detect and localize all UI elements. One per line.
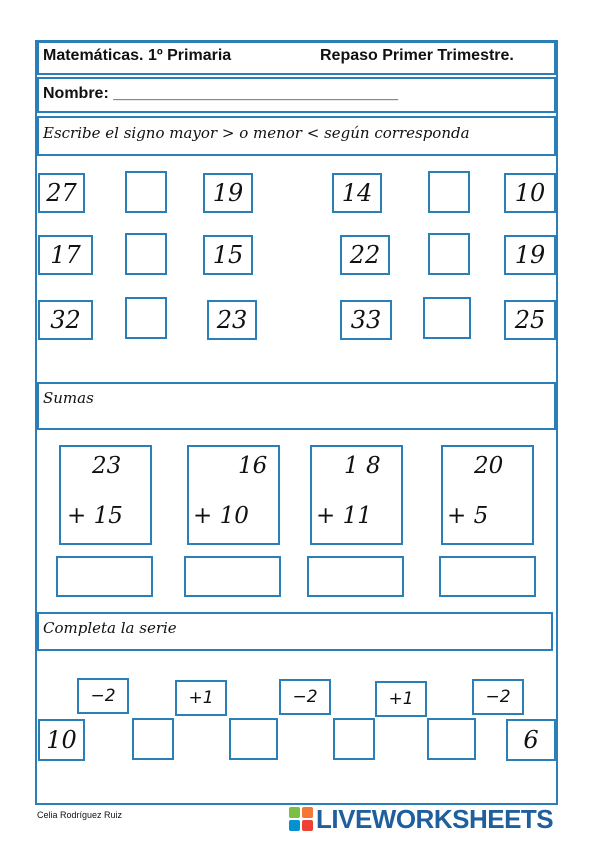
- number-box: 23: [207, 300, 257, 340]
- number-box: 15: [203, 235, 253, 275]
- sum-top: 20: [474, 453, 504, 479]
- number-box: 22: [340, 235, 390, 275]
- number-box: 19: [203, 173, 253, 213]
- sums-title: Sumas: [43, 389, 94, 407]
- number-box: 17: [38, 235, 93, 275]
- sum-answer-input[interactable]: [184, 556, 281, 597]
- sums-title-bar: [37, 382, 556, 430]
- sum-top: 1 8: [344, 453, 381, 479]
- number-box: 14: [332, 173, 382, 213]
- series-title: Completa la serie: [43, 619, 177, 637]
- term-title: Repaso Primer Trimestre.: [320, 47, 514, 64]
- sum-answer-input[interactable]: [439, 556, 536, 597]
- series-input[interactable]: [427, 718, 476, 760]
- number-box: 25: [504, 300, 556, 340]
- operation-box: −2: [279, 679, 331, 715]
- operation-box: −2: [77, 678, 129, 714]
- number-box: 33: [340, 300, 392, 340]
- sign-input[interactable]: [125, 233, 167, 275]
- operation-box: +1: [175, 680, 227, 716]
- liveworksheets-icon: [289, 807, 313, 831]
- series-start: 10: [38, 719, 85, 761]
- sign-input[interactable]: [428, 233, 470, 275]
- number-box: 10: [504, 173, 556, 213]
- name-label: Nombre: ________________________________: [43, 85, 398, 102]
- sign-input[interactable]: [423, 297, 471, 339]
- sign-input[interactable]: [125, 171, 167, 213]
- series-input[interactable]: [132, 718, 174, 760]
- sum-bottom: + 10: [193, 503, 249, 529]
- sign-input[interactable]: [428, 171, 470, 213]
- operation-box: +1: [375, 681, 427, 717]
- series-input[interactable]: [229, 718, 278, 760]
- series-end: 6: [506, 719, 556, 761]
- sum-bottom: + 15: [67, 503, 123, 529]
- comparison-instruction: Escribe el signo mayor > o menor < según corresponda: [43, 124, 470, 142]
- author-credit: Celia Rodríguez Ruiz: [37, 810, 123, 820]
- sign-input[interactable]: [125, 297, 167, 339]
- series-input[interactable]: [333, 718, 375, 760]
- sum-top: 16: [238, 453, 268, 479]
- liveworksheets-logo: [289, 805, 589, 833]
- sum-bottom: + 5: [447, 503, 489, 529]
- sum-top: 23: [92, 453, 122, 479]
- operation-box: −2: [472, 679, 524, 715]
- sum-answer-input[interactable]: [56, 556, 153, 597]
- liveworksheets-brand: LIVEWORKSHEETS: [316, 804, 554, 834]
- sum-answer-input[interactable]: [307, 556, 404, 597]
- number-box: 32: [38, 300, 93, 340]
- number-box: 27: [38, 173, 85, 213]
- number-box: 19: [504, 235, 556, 275]
- sum-bottom: + 11: [316, 503, 372, 529]
- subject-title: Matemáticas. 1º Primaria: [43, 47, 232, 64]
